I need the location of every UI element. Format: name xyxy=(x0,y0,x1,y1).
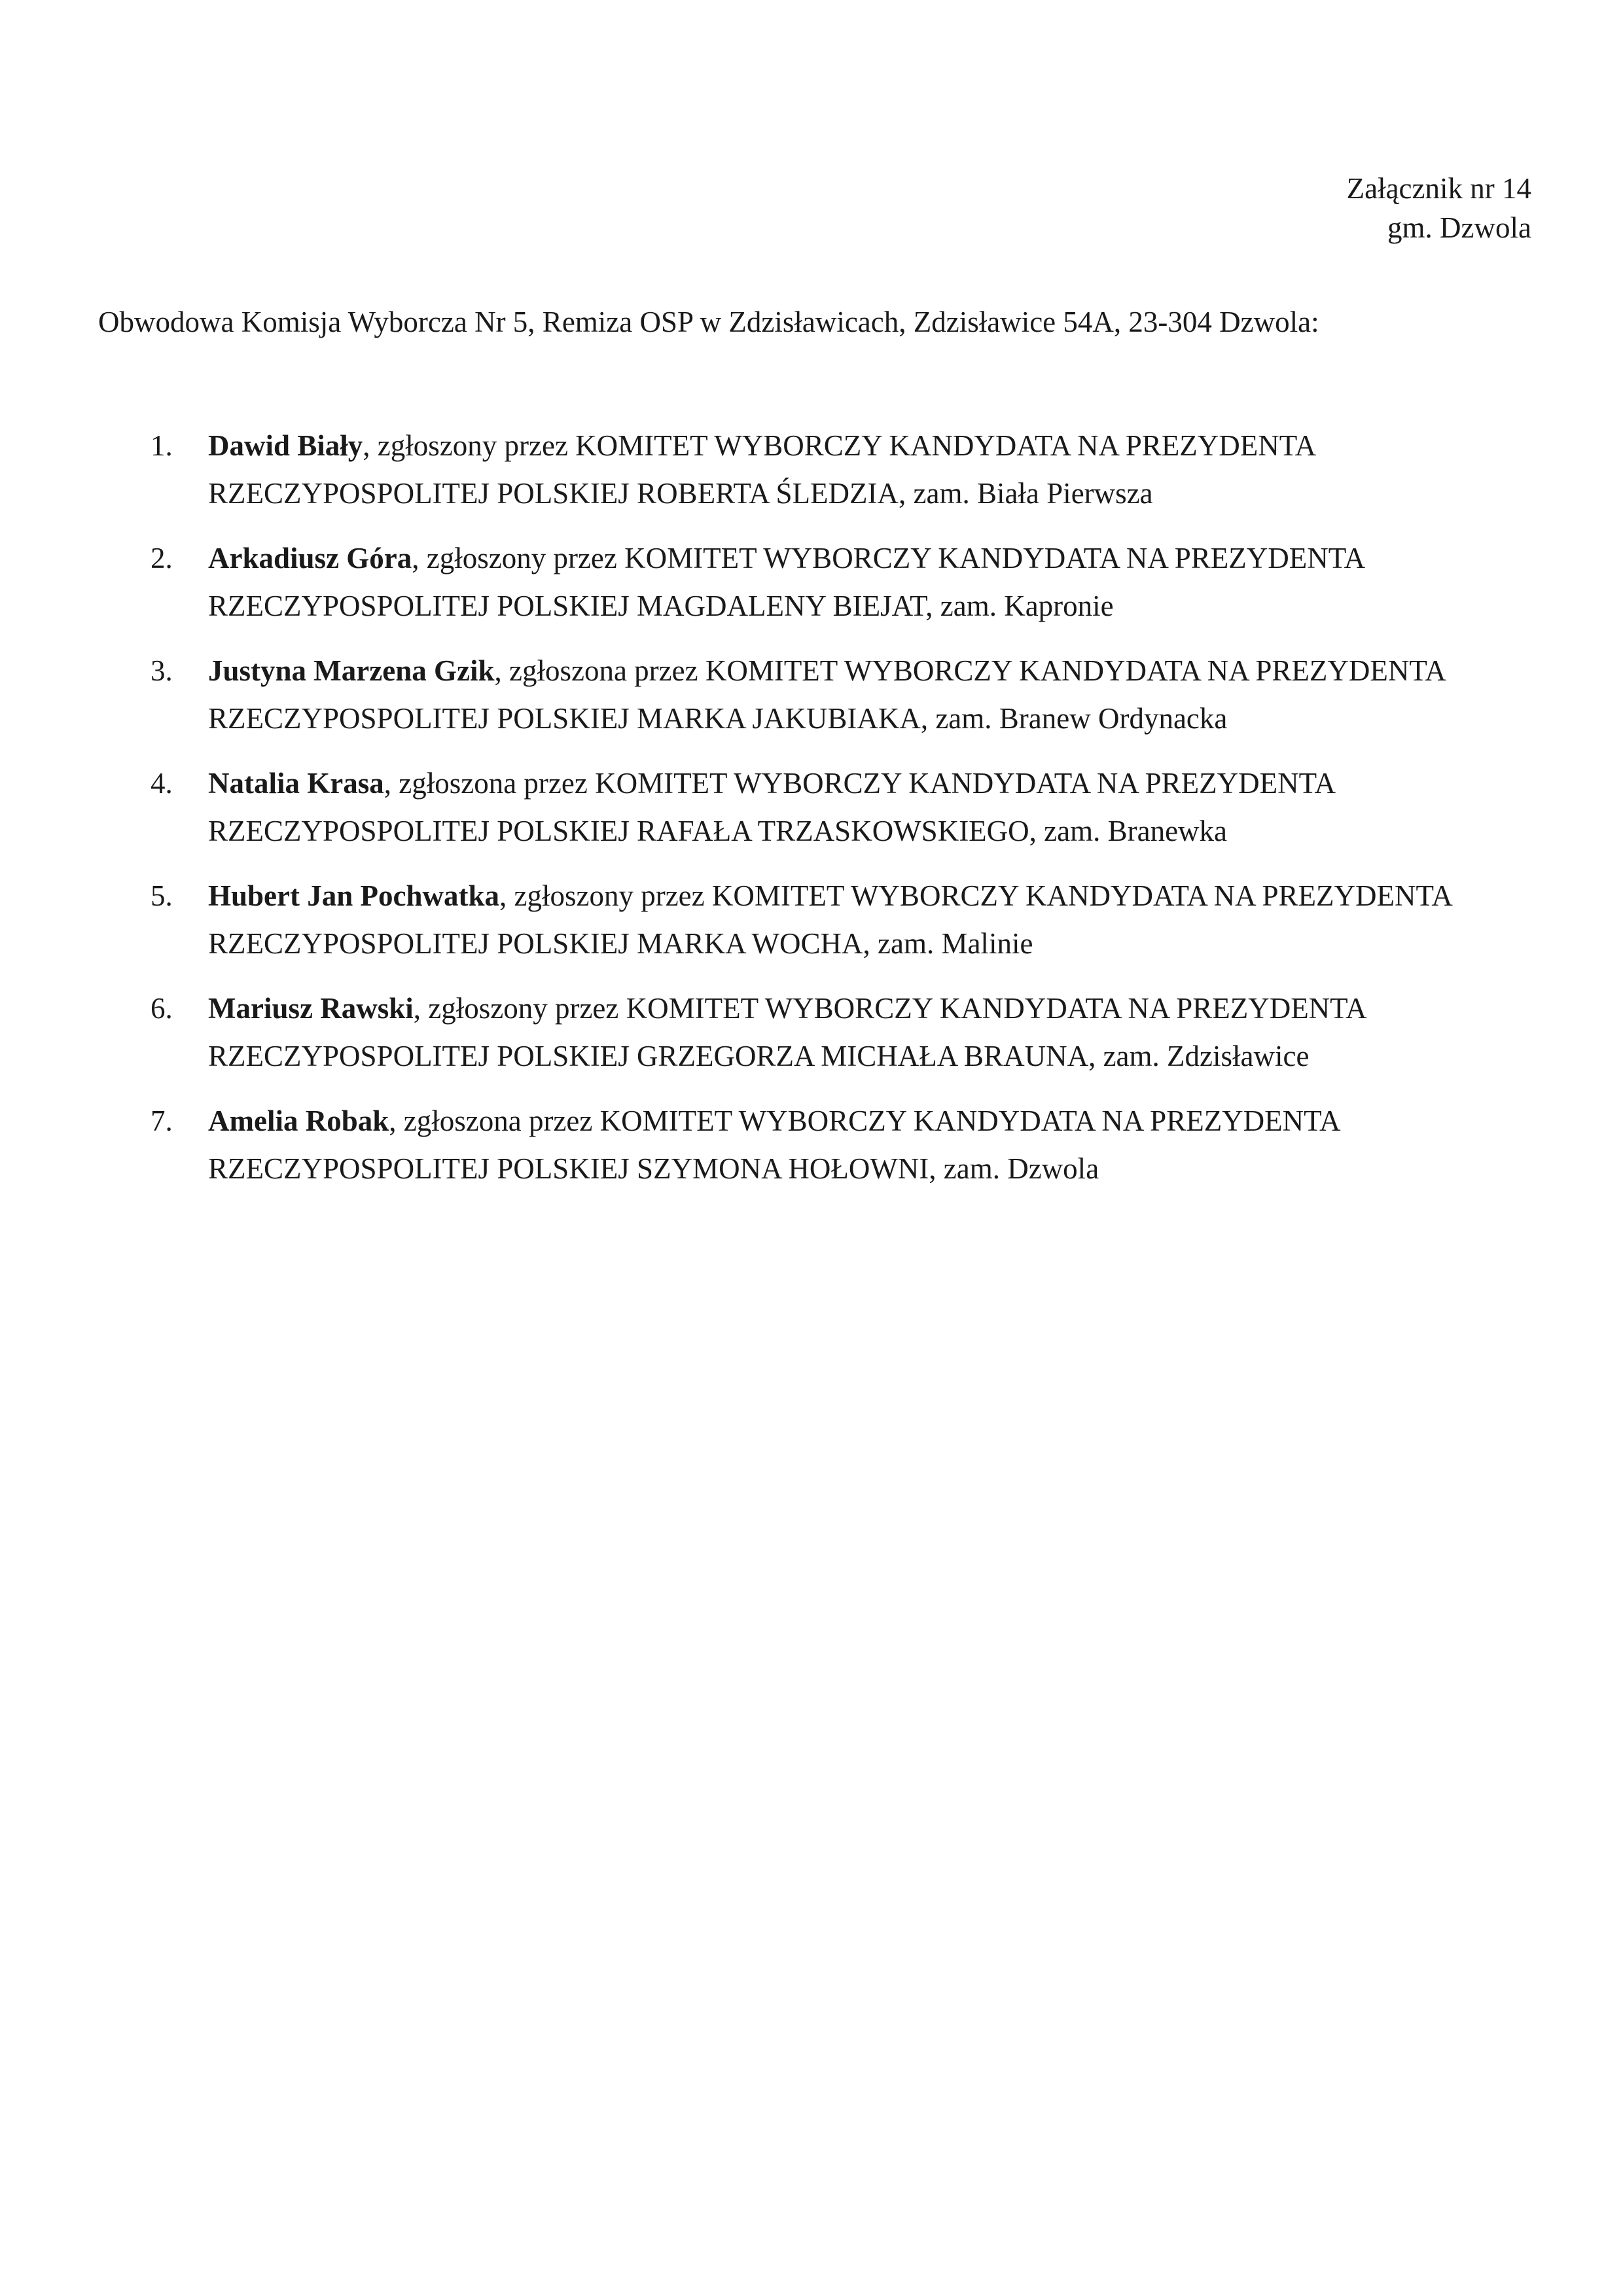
member-name: Arkadiusz Góra xyxy=(208,542,412,574)
item-number: 2. xyxy=(151,542,173,574)
member-details: , zgłoszona przez KOMITET WYBORCZY KANDYDATA NA PREZYDENTA RZECZYPOSPOLITEJ POLSKIEJ SZYMONA HOŁOWNI, zam. Dzwola xyxy=(208,1104,1340,1185)
annex-number: Załącznik nr 14 xyxy=(1346,172,1531,205)
list-item xyxy=(151,985,1551,1080)
item-number: 5. xyxy=(151,879,173,912)
commission-title: Obwodowa Komisja Wyborcza Nr 5, Remiza OSP w Zdzisławicach, Zdzisławice 54A, 23-304 Dzwola: xyxy=(98,306,1319,338)
member-details: , zgłoszony przez KOMITET WYBORCZY KANDYDATA NA PREZYDENTA RZECZYPOSPOLITEJ POLSKIEJ ROBERTA ŚLEDZIA, zam. Biała Pierwsza xyxy=(208,429,1315,510)
members-list xyxy=(151,422,1551,1210)
member-name: Natalia Krasa xyxy=(208,767,384,800)
member-details: , zgłoszony przez KOMITET WYBORCZY KANDYDATA NA PREZYDENTA RZECZYPOSPOLITEJ POLSKIEJ MAGDALENY BIEJAT, zam. Kapronie xyxy=(208,542,1364,622)
member-name: Hubert Jan Pochwatka xyxy=(208,879,500,912)
member-name: Mariusz Rawski xyxy=(208,992,414,1025)
member-details: , zgłoszona przez KOMITET WYBORCZY KANDYDATA NA PREZYDENTA RZECZYPOSPOLITEJ POLSKIEJ MARKA JAKUBIAKA, zam. Branew Ordynacka xyxy=(208,654,1445,735)
member-details: , zgłoszony przez KOMITET WYBORCZY KANDYDATA NA PREZYDENTA RZECZYPOSPOLITEJ POLSKIEJ GRZEGORZA MICHAŁA BRAUNA, zam. Zdzisławice xyxy=(208,992,1366,1072)
member-details: , zgłoszony przez KOMITET WYBORCZY KANDYDATA NA PREZYDENTA RZECZYPOSPOLITEJ POLSKIEJ MARKA WOCHA, zam. Malinie xyxy=(208,879,1452,960)
item-number: 3. xyxy=(151,654,173,687)
member-details: , zgłoszona przez KOMITET WYBORCZY KANDYDATA NA PREZYDENTA RZECZYPOSPOLITEJ POLSKIEJ RAFAŁA TRZASKOWSKIEGO, zam. Branewka xyxy=(208,767,1334,847)
list-item xyxy=(151,1097,1551,1193)
item-number: 6. xyxy=(151,992,173,1025)
member-name: Amelia Robak xyxy=(208,1104,389,1137)
list-item xyxy=(151,535,1551,630)
annex-header xyxy=(1347,169,1531,247)
list-item xyxy=(151,760,1551,855)
municipality-label: gm. Dzwola xyxy=(1387,211,1531,244)
list-item xyxy=(151,647,1551,743)
member-name: Dawid Biały xyxy=(208,429,363,462)
list-item xyxy=(151,872,1551,968)
item-number: 1. xyxy=(151,429,173,462)
list-item xyxy=(151,422,1551,518)
member-name: Justyna Marzena Gzik xyxy=(208,654,495,687)
item-number: 4. xyxy=(151,767,173,800)
item-number: 7. xyxy=(151,1104,173,1137)
